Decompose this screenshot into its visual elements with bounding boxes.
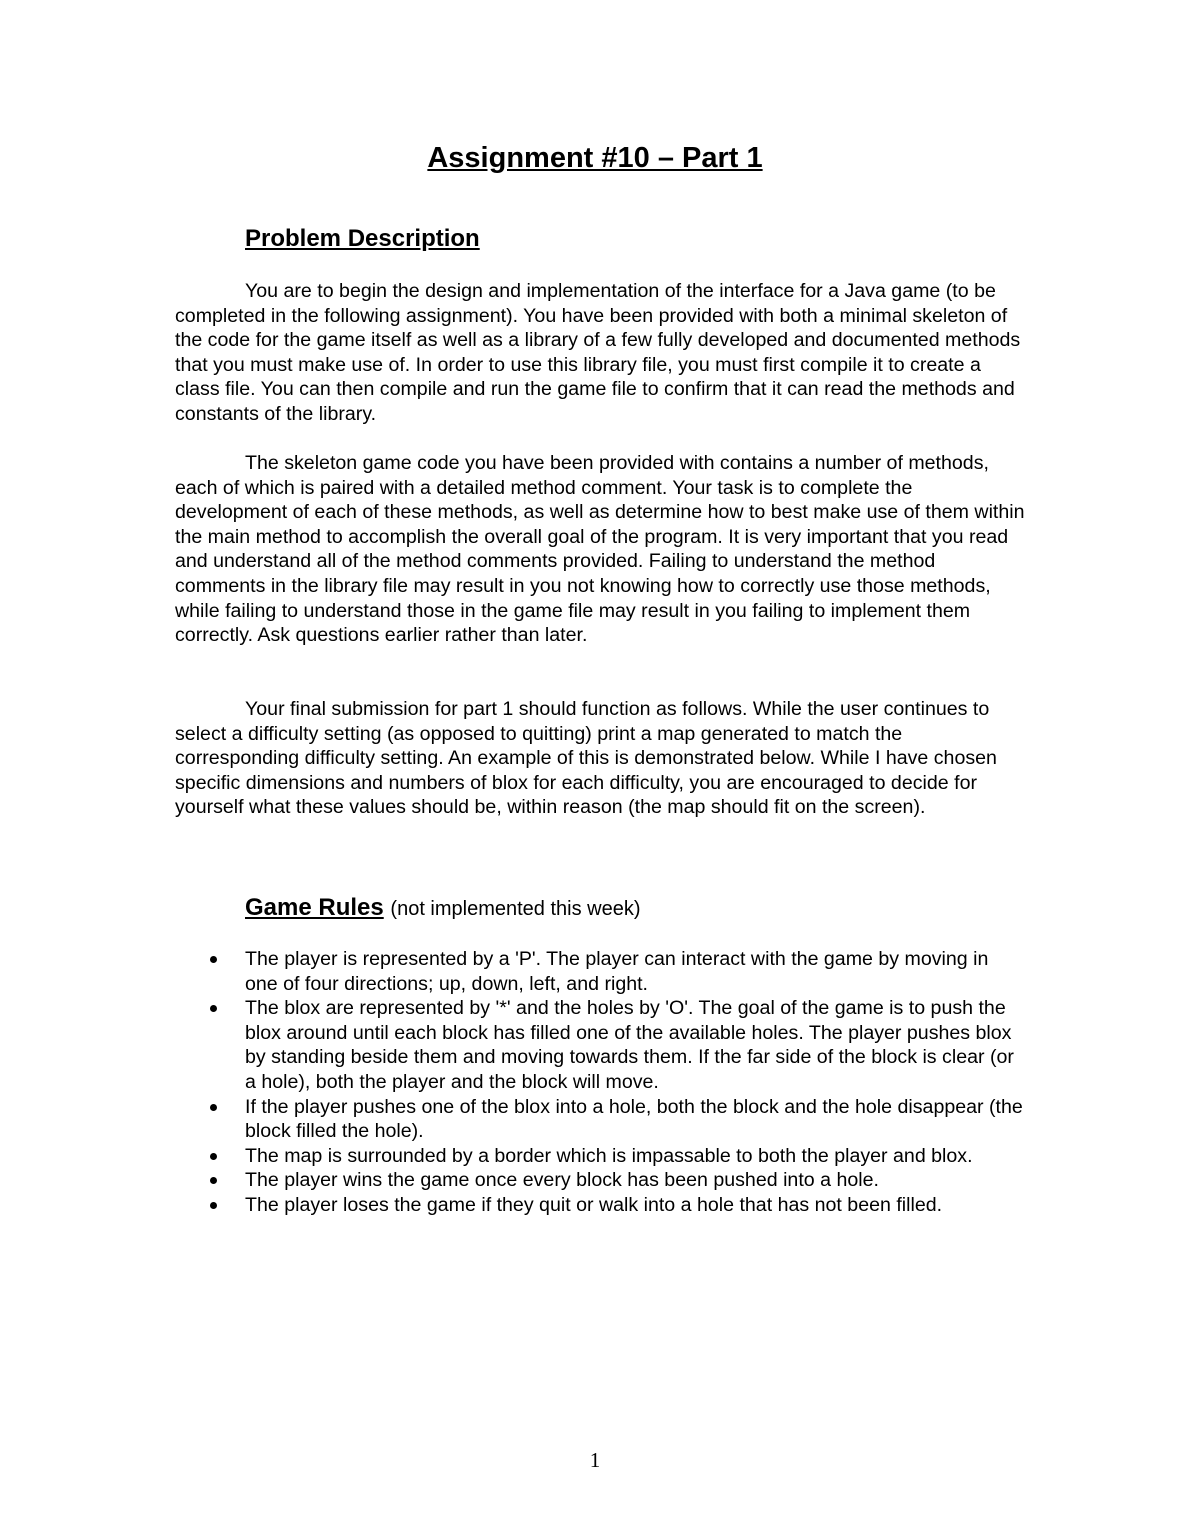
rule-text: The map is surrounded by a border which is impassable to both the player and blox. bbox=[245, 1144, 973, 1167]
game-rules-heading-text: Game Rules bbox=[245, 894, 384, 921]
rule-text: The player loses the game if they quit or walk into a hole that has not been filled. bbox=[245, 1193, 943, 1216]
bullet-icon bbox=[210, 956, 217, 963]
page-title: Assignment #10 – Part 1 bbox=[427, 142, 763, 174]
rule-text: The player wins the game once every block has been pushed into a hole. bbox=[245, 1169, 879, 1192]
bullet-icon bbox=[210, 1104, 217, 1111]
bullet-icon bbox=[210, 1005, 217, 1012]
list-item bbox=[175, 996, 1025, 1094]
problem-paragraph-3: Your final submission for part 1 should function as follows. While the user continues to select a difficulty setting (as opposed to quitting) print a map generated to match the corresponding difficulty setting. An example of this is demonstrated below. While I have chosen specific dimensions and numbers of blox for each difficulty, you are encouraged to decide for yourself what these values should be, within reason (the map should fit on the screen). bbox=[175, 698, 997, 819]
game-rules-note: (not implemented this week) bbox=[390, 898, 641, 920]
list-item bbox=[175, 947, 1025, 996]
bullet-icon bbox=[210, 1153, 217, 1160]
rule-text: If the player pushes one of the blox into a hole, both the block and the hole disappear (the block filled the hole). bbox=[245, 1095, 1023, 1143]
page-number: 1 bbox=[589, 1448, 601, 1472]
problem-description-heading-text: Problem Description bbox=[245, 225, 480, 252]
rule-text: The player is represented by a 'P'. The player can interact with the game by moving in one of four directions; up, down, left, and right. bbox=[245, 948, 989, 995]
list-item bbox=[175, 1095, 1025, 1144]
game-rules-heading bbox=[245, 893, 641, 924]
bullet-icon bbox=[210, 1177, 217, 1184]
problem-description-heading bbox=[245, 224, 480, 254]
bullet-icon bbox=[210, 1202, 217, 1209]
problem-paragraph-1: You are to begin the design and implementation of the interface for a Java game (to be completed in the following assignment). You have been provided with both a minimal skeleton of the code for the game itself as well as a library of a few fully developed and documented methods that you must make use of. In order to use this library file, you must first compile it to create a class file. You can then compile and run the game file to confirm that it can read the methods and constants of the library. bbox=[175, 280, 1021, 425]
list-item bbox=[175, 1168, 1025, 1193]
list-item bbox=[175, 1144, 1025, 1169]
problem-paragraph-2: The skeleton game code you have been provided with contains a number of methods, each of which is paired with a detailed method comment. Your task is to complete the development of each of these methods, as well as determine how to best make use of them within the main method to accomplish the overall goal of the program. It is very important that you read and understand all of the method comments provided. Failing to understand the method comments in the library file may result in you not knowing how to correctly use those methods, while failing to understand those in the game file may result in you failing to implement them correctly. Ask questions earlier rather than later. bbox=[175, 452, 1025, 647]
rule-text: The blox are represented by '*' and the holes by 'O'. The goal of the game is to push the blox around until each block has filled one of the available holes. The player pushes blox by standing beside them and moving towards them. If the far side of the block is clear (or a hole), both the player and the block will move. bbox=[245, 997, 1014, 1093]
list-item bbox=[175, 1193, 1025, 1218]
game-rules-list bbox=[175, 947, 1025, 1218]
